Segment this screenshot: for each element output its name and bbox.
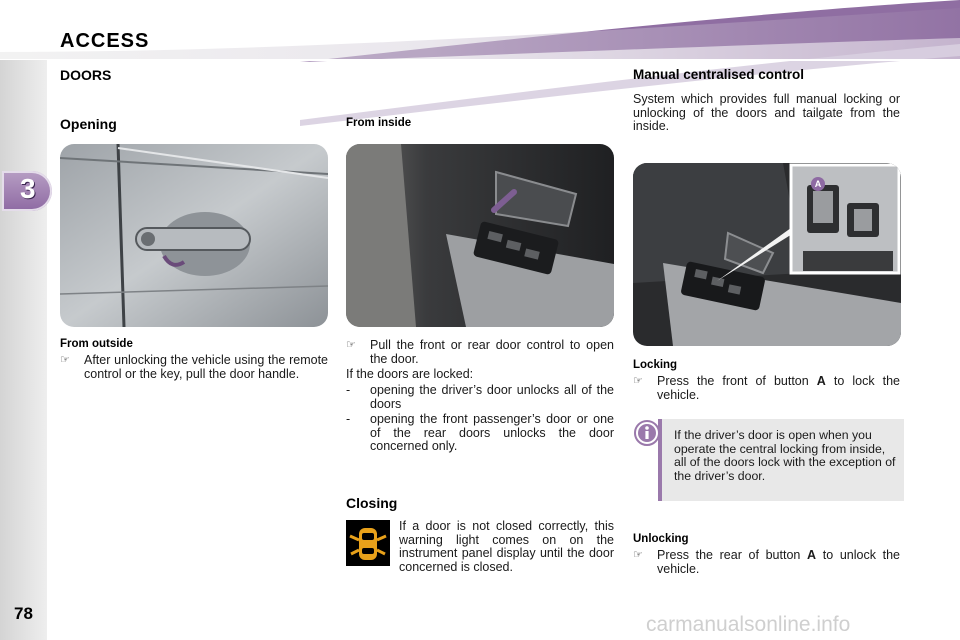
header-decoration (0, 0, 960, 160)
pointing-hand-icon: ☞ (346, 339, 356, 351)
button-a-marker: A (811, 177, 825, 191)
dash-item-driver-text: opening the driver’s door unlocks all of the doors (370, 383, 614, 411)
section-title-doors: DOORS (60, 67, 112, 83)
exterior-door-handle-image (60, 144, 328, 327)
manual-control-intro: System which provides full manual locking or unlocking of the doors and tailgate from the inside. (633, 92, 900, 133)
heading-opening: Opening (60, 116, 117, 132)
chapter-tab (2, 171, 52, 211)
dash-item-driver-door: - opening the driver’s door unlocks all of the doors (346, 383, 614, 411)
pointing-hand-icon: ☞ (60, 354, 70, 366)
from-inside-text: Pull the front or rear door control to open the door. (370, 338, 614, 366)
chapter-number: 3 (20, 173, 36, 204)
page-title: ACCESS (60, 30, 150, 52)
page-number: 78 (14, 604, 33, 623)
unlocking-text-post: to unlock the vehicle. (657, 548, 900, 576)
unlocking-text-pre: Press the rear of button (657, 548, 801, 562)
heading-locking: Locking (633, 359, 678, 371)
unlocking-instruction (633, 549, 900, 576)
from-outside-text: After unlocking the vehicle using the remote control or the key, pull the door handle. (84, 353, 328, 381)
locking-button-label: A (816, 374, 826, 388)
info-note-text: If the driver’s door is open when you operate the central locking from inside, all of the doors lock with the exception of the driver’s door. (674, 428, 896, 483)
closing-text: If a door is not closed correctly, this warning light comes on on the instrument panel display until the door concerned is closed. (399, 519, 614, 574)
central-locking-button-image (633, 163, 901, 346)
unlocking-button-label: A (807, 548, 817, 562)
info-icon (634, 420, 660, 446)
heading-manual-centralised-control: Manual centralised control (633, 67, 805, 82)
dash-item-passenger-text: opening the front passenger’s door or one of the rear doors unlocks the door concerned only. (370, 412, 614, 453)
from-inside-instruction (346, 339, 614, 366)
heading-from-outside: From outside (60, 338, 133, 350)
pointing-hand-icon: ☞ (633, 549, 643, 561)
door-open-warning-icon (346, 520, 390, 566)
locking-text (633, 375, 900, 402)
unlocking-text (633, 549, 900, 576)
heading-from-inside: From inside (346, 117, 412, 129)
locking-text-pre: Press the front of button (657, 374, 809, 388)
locking-text-post: to lock the vehicle. (657, 374, 900, 402)
pointing-hand-icon: ☞ (633, 375, 643, 387)
locked-intro: If the doors are locked: (346, 367, 474, 381)
info-note-box (658, 419, 904, 501)
watermark: carmanualsonline.info (646, 613, 851, 636)
heading-closing: Closing (346, 495, 398, 511)
from-outside-instruction (60, 354, 328, 381)
interior-door-control-image (346, 144, 614, 327)
locking-instruction (633, 375, 900, 402)
dash-item-passenger-door: - opening the front passenger’s door or one of the rear doors unlocks the door concerned only. (346, 412, 614, 453)
margin-strip (0, 60, 47, 640)
heading-unlocking: Unlocking (633, 533, 689, 545)
